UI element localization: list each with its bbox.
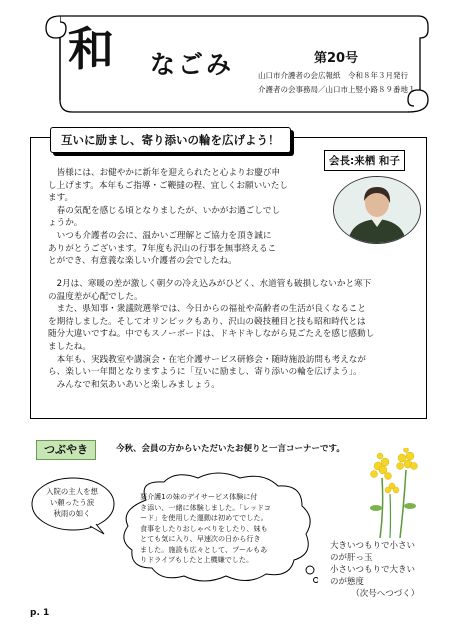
tsubuyaki-intro: 今秋、会員の方からいただいたお便りと一言コーナーです。 — [116, 444, 345, 454]
article-headline: 互いに励まし、寄り添いの輪を広げよう！ — [50, 127, 291, 153]
article-paragraph-2: 2月は、寒暖の差が激しく朝夕の冷え込みがひどく、水道管も破損しないかと寒下 の温度差が心配でした。 また、県知事・衆議院選挙では、今日からの福祉や高齢者の生活が良くなること を期待しました。そしてオリンピックもあり、沢山の競技種目と技も昭和時代とは 随分大違いですね。中でもスノーボードは、ドキドキしながら見ごたえを感じ感動し ましたね。 本年も、実践教室や講演会・在宅介護サービス研修会・随時施設訪問も考えなが ら、楽しい一年間となりますように「互いに励まし、寄り添いの輪を広げよう」。 みんなで和気あいあいと楽しみましょう。 — [48, 279, 375, 390]
cloud-bubble-text: 要介護1の妹のデイサービス体験に付 き添い、一緒に体験しました。「レッドコ ード」を使用した運動は初めてでした。 食事をしたりおしゃべりをしたり、妹も とても気に入り、早速次の日から行き ました。施設も広々として、プールもあ りドライブもしたと上機嫌でした。 — [140, 492, 271, 564]
rapeseed-flower-illustration — [360, 448, 430, 538]
page-number: p. 1 — [30, 608, 50, 618]
president-photo — [333, 176, 421, 244]
issue-number: 第20号 — [314, 51, 359, 66]
address-line: 介護者の会事務局／山口市上竪小路８９番地１ — [258, 85, 416, 94]
tsubuyaki-heading: つぶやき — [36, 440, 96, 460]
president-name: 会長:来栖 和子 — [324, 150, 405, 171]
masthead-kanji: 和 — [68, 22, 112, 76]
masthead-kana: なごみ — [150, 50, 235, 79]
article-paragraph-1: 皆様には、お健やかに新年を迎えられたと心よりお慶び申 し上げます。本年もご指導・ご鞭撻の程、宜しくお願いいたし ます。 春の気配を感じる頃となりましたが、いかがお過ごしでし ょうか。 いつも介護者の会に、温かいご理解とご協力を頂き誠に ありがとうございます。7年度も沢山の行事を無事終えるこ とができ、有意義な楽しい介護者の会でしたね。 — [48, 168, 288, 267]
publisher-line: 山口市介護者の会広報紙 令和８年３月発行 — [258, 71, 408, 80]
senryu-poem: 大きいつもりで小さい のが肝っ玉 小さいつもりで大きい のが態度 （次号へつづく） — [330, 541, 420, 599]
speech-bubble-text: 入院の主人を想 い頼ったう涙 秋雨の如く — [46, 487, 98, 518]
